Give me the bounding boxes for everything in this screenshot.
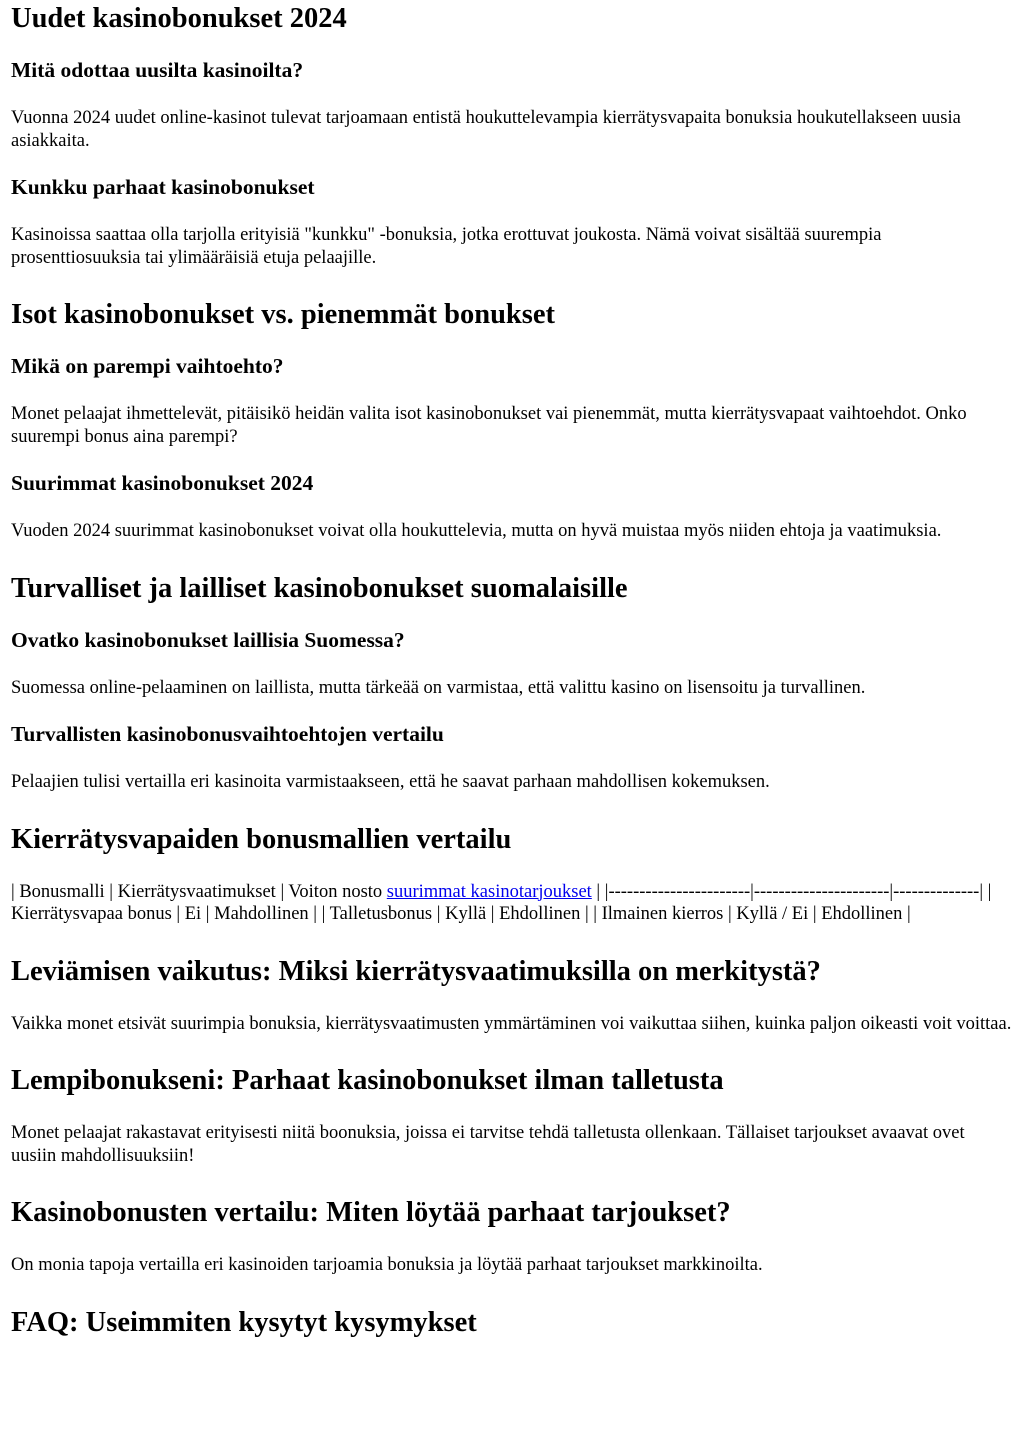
offers-link[interactable]: suurimmat kasinotarjoukset [386, 881, 592, 902]
paragraph: Vaikka monet etsivät suurimpia bonuksia, kierrätysvaatimusten ymmärtäminen voi vaikuttaa siihen, kuinka paljon oikeasti voit voittaa. [11, 1013, 1012, 1034]
subsection-heading: Kunkku parhaat kasinobonukset [11, 175, 315, 199]
subsection-heading: Mitä odottaa uusilta kasinoilta? [11, 58, 304, 82]
paragraph: Vuoden 2024 suurimmat kasinobonukset voivat olla houkuttelevia, mutta on hyvä muistaa myös niiden ehtoja ja vaatimuksia. [11, 521, 942, 541]
subsection-heading: Ovatko kasinobonukset laillisia Suomessa? [11, 627, 405, 652]
section-heading: Kasinobonusten vertailu: Miten löytää parhaat tarjoukset? [11, 1197, 731, 1228]
subsection-heading: Mikä on parempi vaihtoehto? [11, 354, 284, 378]
section-heading: Isot kasinobonukset vs. pienemmät bonukset [11, 299, 556, 330]
section-heading: Lempibonukseni: Parhaat kasinobonukset ilman talletusta [11, 1065, 724, 1096]
section-heading: Uudet kasinobonukset 2024 [11, 3, 347, 34]
paragraph: On monia tapoja vertailla eri kasinoiden tarjoamia bonuksia ja löytää parhaat tarjoukset markkinoilta. [11, 1255, 763, 1275]
comparison-text-before-link: | Bonusmalli | Kierrätysvaatimukset | Voiton nosto [11, 881, 387, 902]
paragraph: Kasinoissa saattaa olla tarjolla erityisiä "kunkku" -bonuksia, jotka erottuvat joukosta. Nämä voivat sisältää suurempia prosenttiosuuksia tai ylimääräisiä etuja pelaajille. [11, 225, 882, 268]
comparison-heading: Kierrätysvapaiden bonusmallien vertailu [11, 823, 512, 855]
faq-heading: FAQ: Useimmiten kysytyt kysymykset [11, 1306, 477, 1338]
paragraph: Vuonna 2024 uudet online-kasinot tulevat tarjoamaan entistä houkuttelevampia kierrätysvapaita bonuksia houkutellakseen uusia asiakkaita. [11, 108, 961, 151]
section-heading: Turvalliset ja lailliset kasinobonukset suomalaisille [11, 572, 628, 604]
article [0, 3, 1024, 1339]
paragraph: Pelaajien tulisi vertailla eri kasinoita varmistaakseen, että he saavat parhaan mahdollisen kokemuksen. [11, 772, 770, 792]
comparison-raw-table [11, 881, 1014, 926]
subsection-heading: Suurimmat kasinobonukset 2024 [11, 471, 314, 495]
paragraph: Monet pelaajat ihmettelevät, pitäisikö heidän valita isot kasinobonukset vai pienemmät, mutta kierrätysvapaat vaihtoehdot. Onko suurempi bonus aina parempi? [11, 404, 967, 447]
section-heading: Leviämisen vaikutus: Miksi kierrätysvaatimuksilla on merkitystä? [11, 955, 821, 987]
subsection-heading: Turvallisten kasinobonusvaihtoehtojen vertailu [11, 722, 444, 746]
comparison-text-after-link: | |-----------------------|----------------------|--------------| | Kierrätysvapaa bonus | Ei | Mahdollinen | | Talletusbonus | Kyllä | Ehdollinen | | Ilmainen kierros | Kyllä / Ei | Ehdollinen | [11, 881, 992, 924]
paragraph: Monet pelaajat rakastavat erityisesti niitä boonuksia, joissa ei tarvitse tehdä talletusta ollenkaan. Tällaiset tarjoukset avaavat ovet uusiin mahdollisuuksiin! [11, 1123, 965, 1166]
paragraph: Suomessa online-pelaaminen on laillista, mutta tärkeää on varmistaa, että valittu kasino on lisensoitu ja turvallinen. [11, 677, 866, 698]
